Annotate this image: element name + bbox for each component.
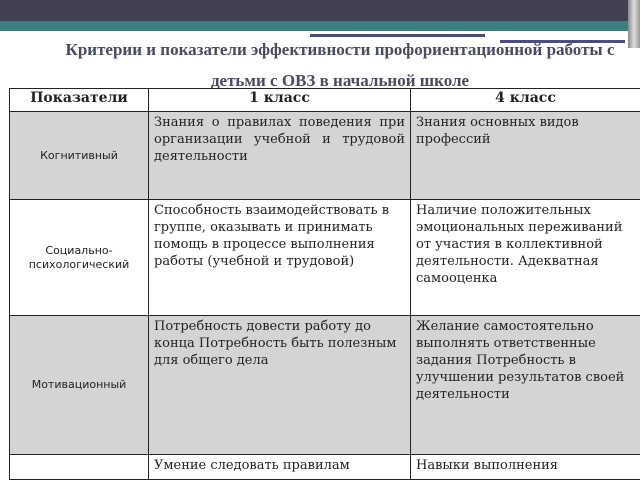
header-grade1: 1 класс: [149, 89, 411, 112]
header-grade4: 4 класс: [411, 89, 640, 112]
grade1-cell: Умение следовать правилам: [149, 455, 411, 480]
indicator-cell: [10, 455, 149, 480]
indicator-cell: Социально-психологический: [10, 200, 149, 316]
table-row: [10, 316, 640, 455]
header-indicators: Показатели: [10, 89, 149, 112]
table-row: [10, 455, 640, 480]
grade4-cell: Знания основных видов профессий: [411, 112, 640, 200]
indicator-cell: Когнитивный: [10, 112, 149, 200]
table-header-row: [10, 89, 640, 112]
slide-title: Критерии и показатели эффективности профориентационной работы с детьми с ОВЗ в начальной школе: [65, 40, 615, 90]
accent-band: [0, 21, 640, 31]
header-band: [0, 0, 640, 21]
grade4-cell: Наличие положительных эмоциональных переживаний от участия в коллективной деятельности. Адекватная самооценка: [411, 200, 640, 316]
grade4-cell: Навыки выполнения: [411, 455, 640, 480]
table-row: [10, 200, 640, 316]
grade1-cell: Знания о правилах поведения при организации учебной и трудовой деятельности: [149, 112, 411, 200]
indicator-cell: Мотивационный: [10, 316, 149, 455]
grade4-cell: Желание самостоятельно выполнять ответственные задания Потребность в улучшении результатов своей деятельности: [411, 316, 640, 455]
criteria-table: [9, 88, 640, 480]
grade1-cell: Потребность довести работу до конца Потребность быть полезным для общего дела: [149, 316, 411, 455]
table-row: [10, 112, 640, 200]
grade1-cell: Способность взаимодействовать в группе, оказывать и принимать помощь в процессе выполнения работы (учебной и трудовой): [149, 200, 411, 316]
